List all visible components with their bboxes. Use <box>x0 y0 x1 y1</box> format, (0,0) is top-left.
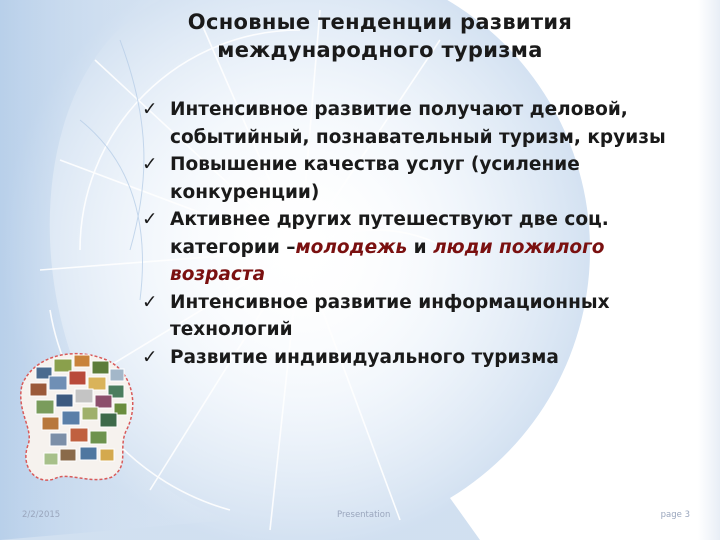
map-photo-collage <box>14 345 144 485</box>
check-icon: ✓ <box>142 209 158 230</box>
bullet-item <box>142 151 682 206</box>
bullet-text: Интенсивное развитие получают деловой, событийный, познавательный туризм, круизы <box>170 99 666 148</box>
bullet-text: Интенсивное развитие информационных технологий <box>170 291 610 340</box>
bullet-text: Развитие индивидуального туризма <box>170 346 559 368</box>
check-icon: ✓ <box>142 99 158 120</box>
right-edge-gradient <box>698 0 720 540</box>
footer-page-number: page 3 <box>660 510 690 520</box>
bullet-item <box>142 344 682 372</box>
bullet-item <box>142 289 682 344</box>
footer-date: 2/2/2015 <box>22 510 61 520</box>
check-icon: ✓ <box>142 346 158 368</box>
bullet-text-connector: и <box>407 236 434 258</box>
title-line-1: Основные тенденции развития <box>187 10 573 34</box>
slide-title <box>120 8 640 64</box>
bullet-emphasis-elderly: люди пожилого возраста <box>170 236 605 285</box>
check-icon: ✓ <box>142 154 158 175</box>
bullet-text-lead: Активнее других путешествуют две соц. категории – <box>170 209 609 258</box>
bullet-emphasis-youth: молодежь <box>295 236 408 258</box>
title-line-2: международного туризма <box>217 38 543 62</box>
footer-presentation: Presentation <box>337 510 391 520</box>
bullet-item <box>142 96 682 151</box>
bullet-list <box>142 96 682 371</box>
check-icon: ✓ <box>142 291 158 313</box>
bullet-text: Повышение качества услуг (усиление конкуренции) <box>170 154 580 203</box>
bullet-item <box>142 206 682 289</box>
